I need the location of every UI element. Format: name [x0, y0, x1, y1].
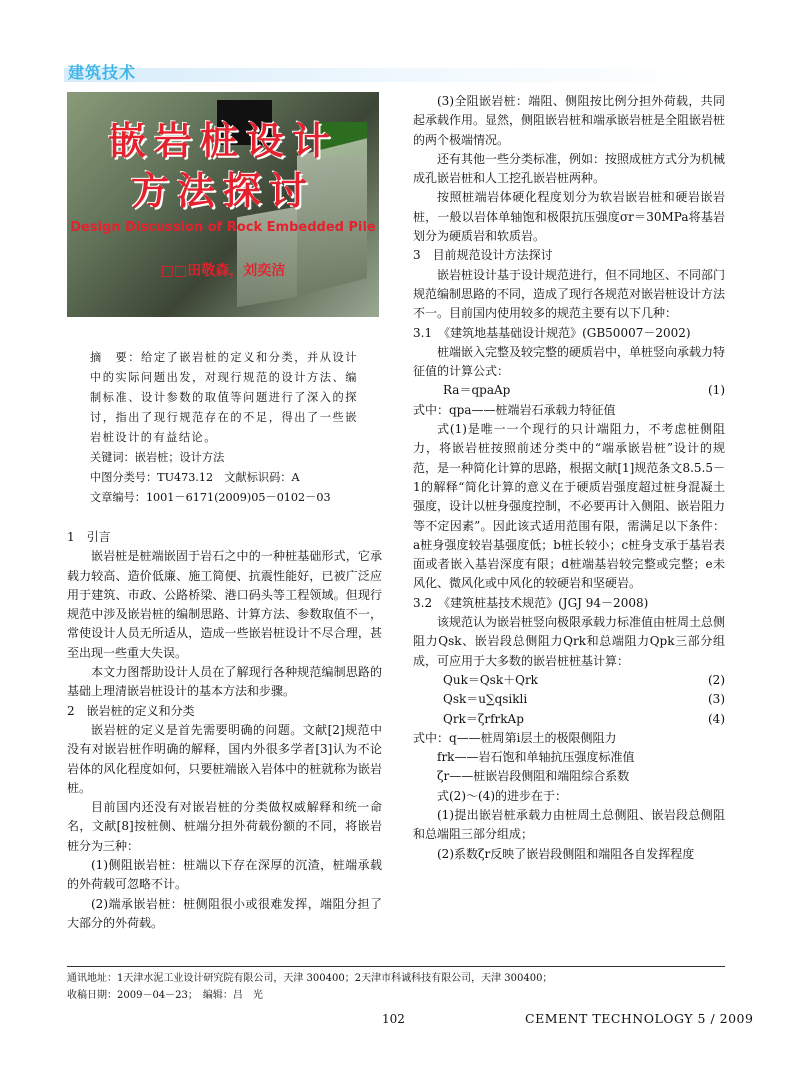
classification-number: 中图分类号：TU473.12 文献标识码：A: [90, 471, 300, 484]
article-title-banner: [67, 92, 379, 317]
section-heading: 3.1 《建筑地基基础设计规范》(GB50007－2002): [413, 325, 691, 340]
left-body-column: [67, 528, 382, 933]
running-header: [64, 62, 734, 82]
equation: [413, 690, 725, 709]
body-paragraph: 式(2)～(4)的进步在于：: [437, 788, 567, 803]
equation-formula: Qsk＝u∑qsikli: [443, 692, 528, 707]
body-paragraph: ζr——桩嵌岩段侧阻和端阻综合系数: [437, 769, 630, 784]
body-paragraph: frk——岩石饱和单轴抗压强度标准值: [437, 750, 635, 765]
equation-number: (4): [708, 711, 725, 726]
body-paragraph: 该规范认为嵌岩桩竖向极限承载力标准值由桩周土总侧阻力Qsk、嵌岩段总侧阻力Qrk和总端阻力Qpk三部分组成，可应用于大多数的嵌岩桩桩基计算：: [413, 615, 726, 668]
article-title-english: Design Discussion of Rock Embedded Pile: [70, 220, 376, 235]
body-paragraph: 式中：qpa——桩端岩石承载力特征值: [413, 402, 616, 417]
article-title-line2: 方法探讨: [130, 169, 315, 213]
section-heading: 3.2 《建筑桩基技术规范》(JGJ 94－2008): [413, 595, 649, 610]
correspondence-address: 通讯地址：1天津水泥工业设计研究院有限公司，天津 300400；2天津市科诚科技有限公司，天津 300400；: [67, 973, 553, 984]
body-paragraph: (1)侧阻嵌岩桩：桩端以下存在深厚的沉渣，桩端承载的外荷载可忽略不计。: [67, 858, 382, 892]
body-paragraph: 本文力图帮助设计人员在了解现行各种规范编制思路的基础上理清嵌岩桩设计的基本方法和步骤。: [67, 665, 382, 699]
right-body-column: [413, 92, 725, 864]
equation-number: (2): [708, 672, 725, 687]
body-paragraph: (2)端承嵌岩桩：桩侧阻很小或很难发挥，端阻分担了大部分的外荷载。: [67, 896, 382, 930]
body-paragraph: 嵌岩桩的定义是首先需要明确的问题。文献[2]规范中没有对嵌岩桩作明确的解释，国内外很多学者[3]认为不论岩体的风化程度如何，只要桩端嵌入岩体中的桩就称为嵌岩桩。: [67, 722, 382, 795]
page-number: 102: [382, 1012, 405, 1026]
section-heading: 3 目前规范设计方法探讨: [413, 248, 553, 263]
body-paragraph: 嵌岩桩设计基于设计规范进行，但不同地区、不同部门规范编制思路的不同，造成了现行各规范对嵌岩桩设计方法不一。目前国内使用较多的规范主要有以下几种：: [413, 267, 726, 321]
journal-name: CEMENT TECHNOLOGY 5 / 2009: [525, 1011, 754, 1026]
body-paragraph: (3)全阻嵌岩桩：端阻、侧阻按比例分担外荷载，共同起承载作用。显然，侧阻嵌岩桩和端承嵌岩桩是全阻嵌岩桩的两个极端情况。: [413, 94, 726, 147]
body-paragraph: (2)系数ζr反映了嵌岩段侧阻和端阻各自发挥程度: [437, 846, 695, 861]
equation: [413, 710, 725, 729]
article-number: 文章编号：1001－6171(2009)05－0102－03: [90, 491, 331, 504]
article-authors: □□田敬森，刘奕洁: [160, 263, 286, 279]
body-paragraph: 还有其他一些分类标准，例如：按照成桩方式分为机械成孔嵌岩桩和人工挖孔嵌岩桩两种。: [413, 151, 726, 186]
body-paragraph: (1)提出嵌岩桩承载力由桩周土总侧阻、嵌岩段总侧阻和总端阻三部分组成；: [413, 807, 725, 842]
equation-number: (3): [708, 692, 725, 707]
abstract-text: 摘 要：给定了嵌岩桩的定义和分类，并从设计中的实际问题出发，对现行规范的设计方法、编制标准、设计参数的取值等问题进行了深入的探讨，指出了现行规范存在的不足，得出了一些嵌岩桩设计的有益结论。: [90, 351, 358, 444]
equation: [413, 381, 725, 400]
section-title: 建筑技术: [68, 63, 137, 82]
footnote: [67, 970, 727, 1004]
section-heading: 2 嵌岩桩的定义和分类: [67, 703, 195, 718]
body-paragraph: 嵌岩桩是桩端嵌固于岩石之中的一种桩基础形式，它承载力较高、造价低廉、施工简便、抗震性能好，已被广泛应用于建筑、市政、公路桥梁、港口码头等工程领域。但现行规范中涉及嵌岩桩的编制思路、计算方法、参数取值不一，常使设计人员无所适从，造成一些嵌岩桩设计不尽合理，甚至出现一些重大失误。: [67, 549, 382, 660]
body-paragraph: 目前国内还没有对嵌岩桩的分类做权威解释和统一命名，文献[8]按桩侧、桩端分担外荷载份额的不同，将嵌岩桩分为三种：: [67, 800, 382, 853]
body-paragraph: 桩端嵌入完整及较完整的硬质岩中，单桩竖向承载力特征值的计算公式：: [413, 344, 726, 379]
article-title-line1: 嵌岩桩设计: [107, 119, 338, 163]
received-date: 收稿日期：2009－04－23； 编辑：吕 光: [67, 990, 263, 1001]
equation-formula: Quk＝Qsk＋Qrk: [443, 672, 538, 687]
header-gradient-bar: [64, 68, 734, 82]
body-paragraph: 式(1)是唯一一个现行的只计端阻力，不考虑桩侧阻力，将嵌岩桩按照前述分类中的“端承嵌岩桩”设计的规范，是一种简化计算的思路，根据文献[1]规范条文8.5.5－1的解释“简化计算的意义在于硬质岩强度超过桩身混凝土强度，设计以桩身强度控制，不必要再计入侧阻、嵌岩阻力等不定因素”。因此该式适用范围有限，需满足以下条件：a桩身强度较岩基强度低；b桩长较小；c桩身支承于基岩表面或者嵌入基岩深度有限；d桩端基岩较完整或完整；e未风化、微风化或中风化的较硬岩和坚硬岩。: [413, 422, 726, 591]
equation: [413, 671, 725, 690]
equation-formula: Qrk＝ζrfrkAp: [443, 711, 524, 726]
abstract-block: [90, 348, 358, 508]
footnote-divider: [67, 966, 725, 967]
keywords: 关键词：嵌岩桩；设计方法: [90, 451, 225, 464]
body-paragraph: 按照桩端岩体硬化程度划分为软岩嵌岩桩和硬岩嵌岩桩，一般以岩体单轴饱和极限抗压强度σr＝30MPa将基岩划分为硬质岩和软质岩。: [413, 190, 725, 244]
section-heading: 1 引言: [67, 530, 111, 544]
equation-formula: Ra＝qpaAp: [443, 383, 511, 398]
body-paragraph: 式中：q——桩周第i层土的极限侧阻力: [413, 730, 617, 745]
equation-number: (1): [708, 383, 725, 398]
